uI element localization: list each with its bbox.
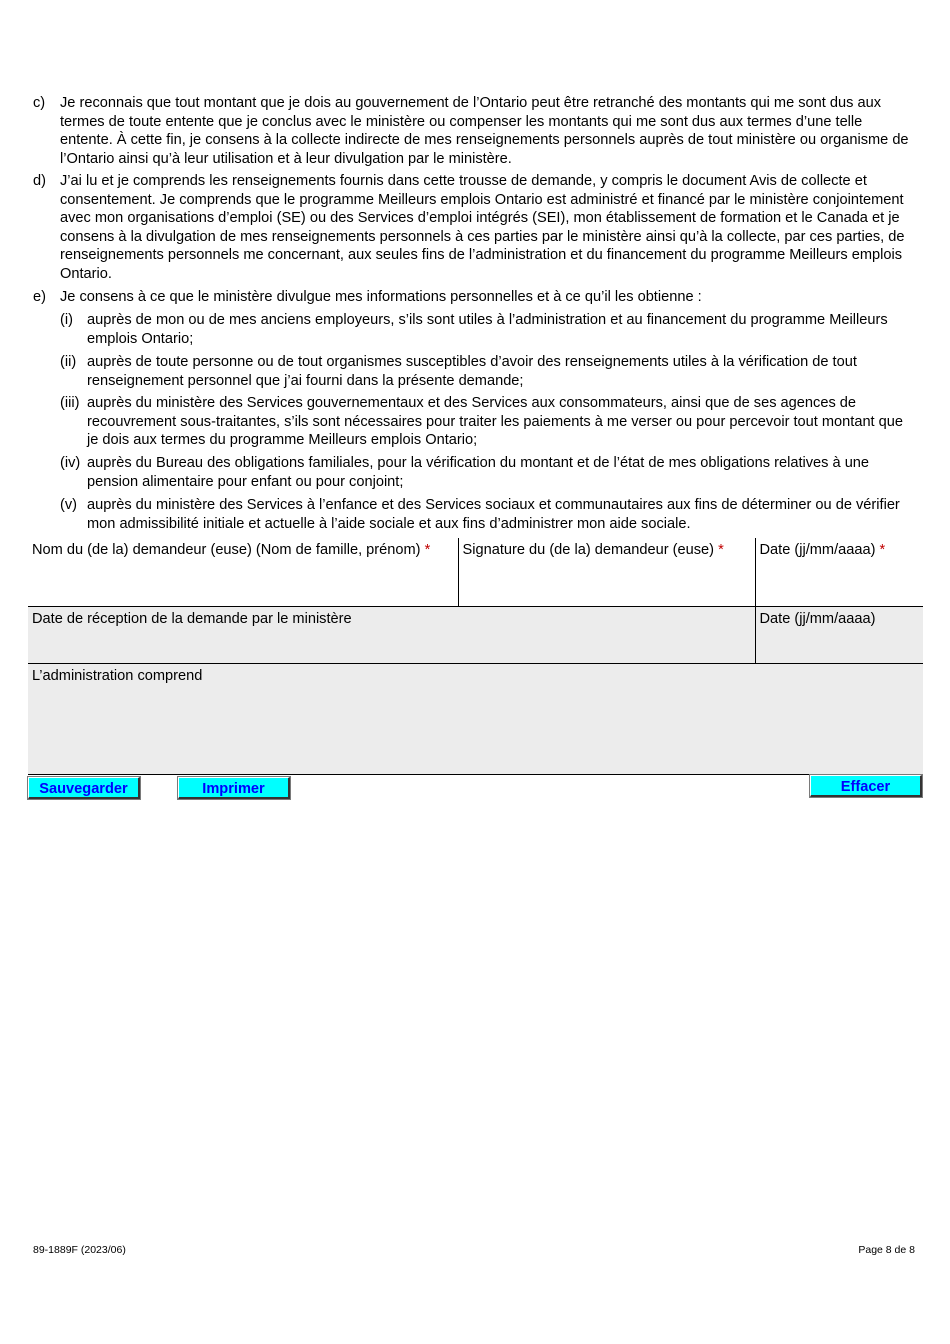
clause-c (33, 94, 913, 168)
clause-text: J’ai lu et je comprends les renseignements fournis dans cette trousse de demande, y compris le document Avis de collecte et consentement. Je comprends que le programme Meilleurs emplois Ontario est administré et financé par le ministère conjointement avec mon organisations d’emploi (SE) ou des Services d’emploi intégrés (SEI), mon établissement de formation et le Canada et je consens à la divulgation de mes renseignements personnels à ces parties par le ministère ainsi qu’à la collecte, par ces parties, de renseignements personnels me concernant, aux seules fins de l’administration et du financement du programme Meilleurs emplois Ontario. (60, 173, 905, 282)
clear-button[interactable]: Effacer (810, 775, 922, 797)
print-button[interactable]: Imprimer (178, 777, 290, 799)
date-label: Date (jj/mm/aaaa) (759, 542, 876, 558)
required-marker: * (879, 542, 886, 558)
signature-field[interactable] (458, 538, 755, 607)
subclause-label: (iv) (60, 455, 81, 471)
subclause-i (60, 311, 910, 348)
admin-field[interactable] (28, 664, 923, 775)
subclause-iii (60, 394, 910, 450)
signature-label: Signature du (de la) demandeur (euse) (462, 542, 714, 558)
subclause-iv (60, 454, 910, 491)
subclause-label: (iii) (60, 395, 80, 411)
clause-e (33, 288, 913, 307)
clause-text: Je consens à ce que le ministère divulgue mes informations personnelles et à ce qu’il les obtienne : (60, 289, 702, 305)
clause-text: Je reconnais que tout montant que je dois au gouvernement de l’Ontario peut être retranché des montants qui me sont dus aux termes de toute entente que je conclus avec le ministère ou compenser les montants qui me sont dus aux termes d’une telle entente. À cette fin, je consens à la collecte indirecte de mes renseignements personnels auprès de tout ministère ou organisme de l’Ontario ainsi qu’à leur utilisation et à leur divulgation par le ministère. (60, 95, 909, 167)
clause-label: e) (33, 289, 46, 305)
clause-label: c) (33, 95, 46, 111)
subclause-label: (v) (60, 497, 78, 513)
applicant-name-field[interactable] (28, 538, 458, 607)
received-field[interactable] (28, 607, 755, 664)
subclause-text: auprès de mon ou de mes anciens employeurs, s’ils sont utiles à l’administration et au financement du programme Meilleurs emplois Ontario; (87, 312, 888, 347)
received-date-field[interactable] (755, 607, 923, 664)
subclause-text: auprès de toute personne ou de tout organismes susceptibles d’avoir des renseignements utiles à la vérification de tout renseignement personnel que j’ai fourni dans la présente demande; (87, 354, 857, 389)
subclause-text: auprès du ministère des Services à l’enfance et des Services sociaux et communautaires aux fins de déterminer ou de vérifier mon admissibilité initiale et actuelle à l’aide sociale et aux fins d’administrer mon aide sociale. (87, 497, 900, 532)
applicant-name-label: Nom du (de la) demandeur (euse) (Nom de famille, prénom) (32, 542, 421, 558)
required-marker: * (424, 542, 431, 558)
save-button[interactable]: Sauvegarder (28, 777, 140, 799)
subclause-text: auprès du ministère des Services gouvernementaux et des Services aux consommateurs, ainsi que de ses agences de recouvrement sous-traitantes, s’ils sont nécessaires pour traiter les paiements à me verser ou pour percevoir tout montant que je dois aux termes du programme Meilleurs emplois Ontario; (87, 395, 904, 448)
subclause-ii (60, 353, 910, 390)
subclause-label: (i) (60, 312, 73, 328)
subclause-v (60, 496, 910, 533)
subclause-label: (ii) (60, 354, 77, 370)
clause-d (33, 172, 913, 283)
form-number: 89-1889F (2023/06) (33, 1244, 126, 1256)
admin-label: L’administration comprend (32, 668, 203, 684)
page-number: Page 8 de 8 (858, 1244, 915, 1256)
received-date-label: Date (jj/mm/aaaa) (759, 611, 876, 627)
subclause-text: auprès du Bureau des obligations familiales, pour la vérification du montant et de l’état de mes obligations relatives à une pension alimentaire pour enfant ou pour conjoint; (87, 455, 870, 490)
received-label: Date de réception de la demande par le ministère (32, 611, 352, 627)
clause-label: d) (33, 173, 46, 189)
signature-table (28, 538, 923, 775)
required-marker: * (718, 542, 724, 558)
signature-date-field[interactable] (755, 538, 923, 607)
